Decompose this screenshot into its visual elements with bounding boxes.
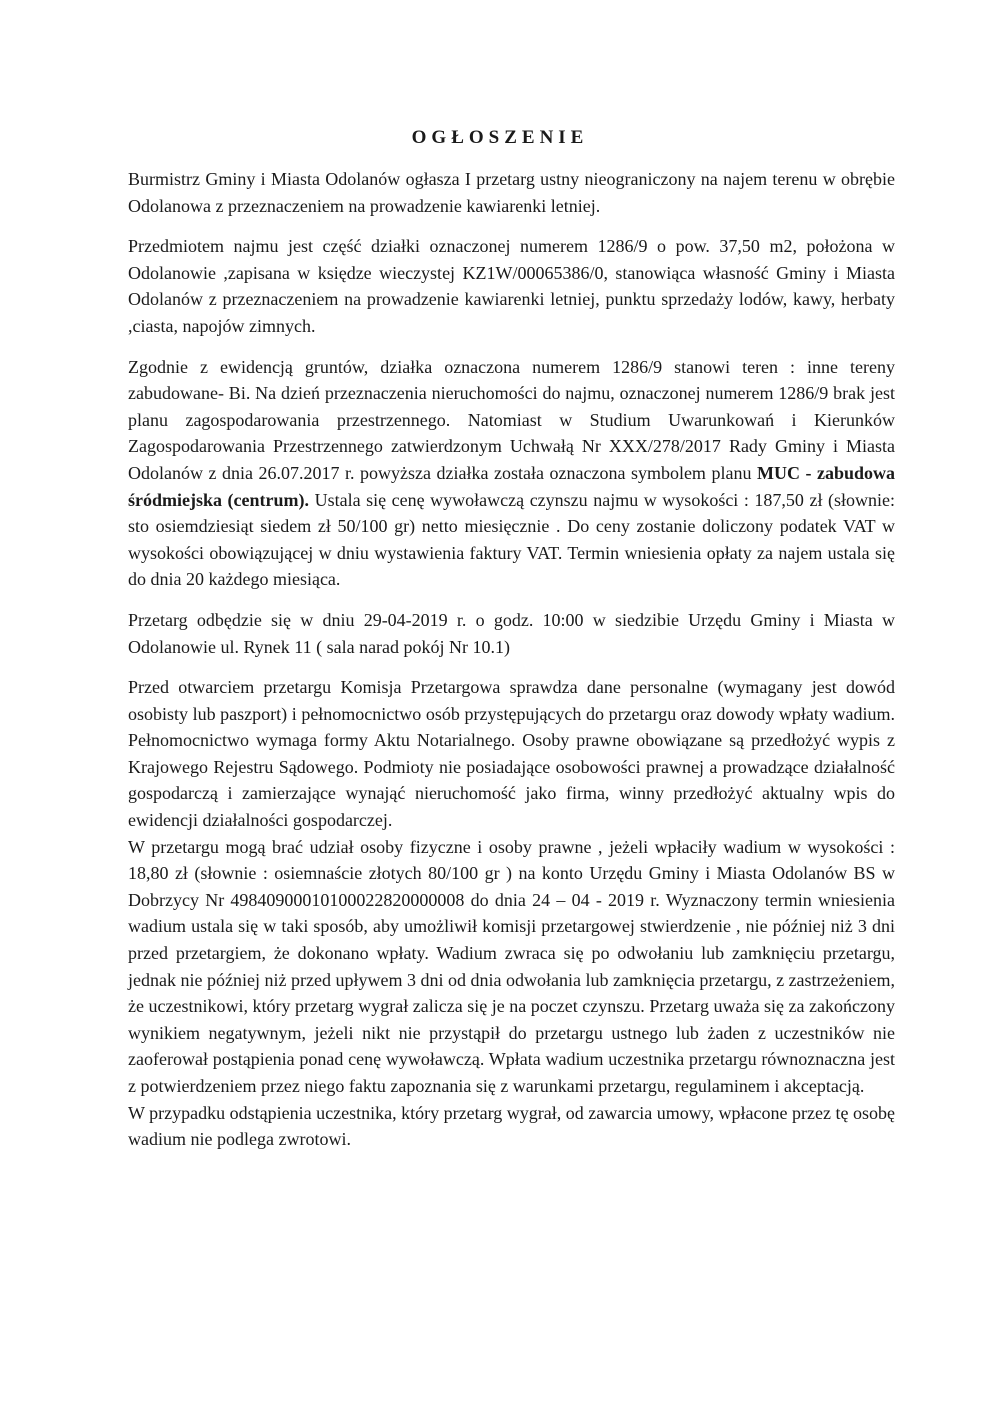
- paragraph-commission: Przed otwarciem przetargu Komisja Przetargowa sprawdza dane personalne (wymagany jest dowód osobisty lub paszport) i pełnomocnictwo osób przystępujących do przetargu oraz dowody wpłaty wadium. Pełnomocnictwo wymaga formy Aktu Notarialnego. Osoby prawne obowiązane są przedłożyć wypis z Krajowego Rejestru Sądowego. Podmioty nie posiadające osobowości prawnej a prowadzące działalność gospodarczą i zamierzające wynająć nieruchomość jako firma, winny przedłożyć aktualny wpis do ewidencji działalności gospodarczej.: [128, 677, 895, 831]
- paragraph-zoning: [128, 354, 895, 593]
- paragraph-deposit: W przetargu mogą brać udział osoby fizyczne i osoby prawne , jeżeli wpłaciły wadium w wysokości : 18,80 zł (słownie : osiemnaście złotych 80/100 gr ) na konto Urzędu Gminy i Miasta Odolanów BS w Dobrzycy Nr 49840900010100022820000008 do dnia 24 – 04 - 2019 r. Wyznaczony termin wniesienia wadium ustala się w taki sposób, aby umożliwił komisji przetargowej stwierdzenie , nie później niż 3 dni przed przetargiem, że dokonano wpłaty. Wadium zwraca się po odwołaniu lub zamknięciu przetargu, jednak nie później niż przed upływem 3 dni od dnia odwołania lub zamknięcia przetargu, z zastrzeżeniem, że uczestnikowi, który przetarg wygrał zalicza się je na poczet czynszu. Przetarg uważa się za zakończony wynikiem negatywnym, jeżeli nikt nie przystąpił do przetargu ustnego lub żaden z uczestników nie zaoferował postąpienia ponad cenę wywoławczą. Wpłata wadium uczestnika przetargu równoznaczna jest z potwierdzeniem przez niego faktu zapoznania się z warunkami przetargu, regulaminem i akceptacją.: [128, 836, 895, 1096]
- paragraph-subject: Przedmiotem najmu jest część działki oznaczonej numerem 1286/9 o pow. 37,50 m2, położona w Odolanowie ,zapisana w księdze wieczystej KZ1W/00065386/0, stanowiąca własność Gminy i Miasta Odolanów z przeznaczeniem na prowadzenie kawiarenki letniej, punktu sprzedaży lodów, kawy, herbaty ,ciasta, napojów zimnych.: [128, 236, 895, 336]
- zoning-text-before: Zgodnie z ewidencją gruntów, działka oznaczona numerem 1286/9 stanowi teren : inne tereny zabudowane- Bi. Na dzień przeznaczenia nieruchomości do najmu, oznaczonej numerem 1286/9 brak jest planu zagospodarowania przestrzennego. Natomiast w Studium Uwarunkowań i Kierunków Zagospodarowania Przestrzennego zatwierdzonym Uchwałą Nr XXX/278/2017 Rady Gminy i Miasta Odolanów z dnia 26.07.2017 r. powyższa działka została oznaczona symbolem planu: [128, 356, 895, 483]
- paragraph-withdrawal: W przypadku odstąpienia uczestnika, który przetarg wygrał, od zawarcia umowy, wpłacone przez tę osobę wadium nie podlega zwrotowi.: [128, 1102, 895, 1150]
- paragraph-announcement: Burmistrz Gminy i Miasta Odolanów ogłasza I przetarg ustny nieograniczony na najem terenu w obrębie Odolanowa z przeznaczeniem na prowadzenie kawiarenki letniej.: [128, 169, 895, 216]
- document-title: OGŁOSZENIE: [411, 127, 589, 148]
- paragraph-auction-date: Przetarg odbędzie się w dniu 29-04-2019 r. o godz. 10:00 w siedzibie Urzędu Gminy i Miasta w Odolanowie ul. Rynek 11 ( sala narad pokój Nr 10.1): [128, 609, 895, 657]
- document-body: [128, 166, 895, 1153]
- zoning-symbol-bold: MUC - zabudowa śródmiejska (centrum).: [128, 462, 895, 510]
- zoning-text-after: Ustala się cenę wywoławczą czynszu najmu w wysokości : 187,50 zł (słownie: sto osiemdziesiąt siedem zł 50/100 gr) netto miesięcznie . Do ceny zostanie doliczony podatek VAT w wysokości obowiązującej w dniu wystawienia faktury VAT. Termin wniesienia opłaty za najem ustala się do dnia 20 każdego miesiąca.: [128, 489, 895, 590]
